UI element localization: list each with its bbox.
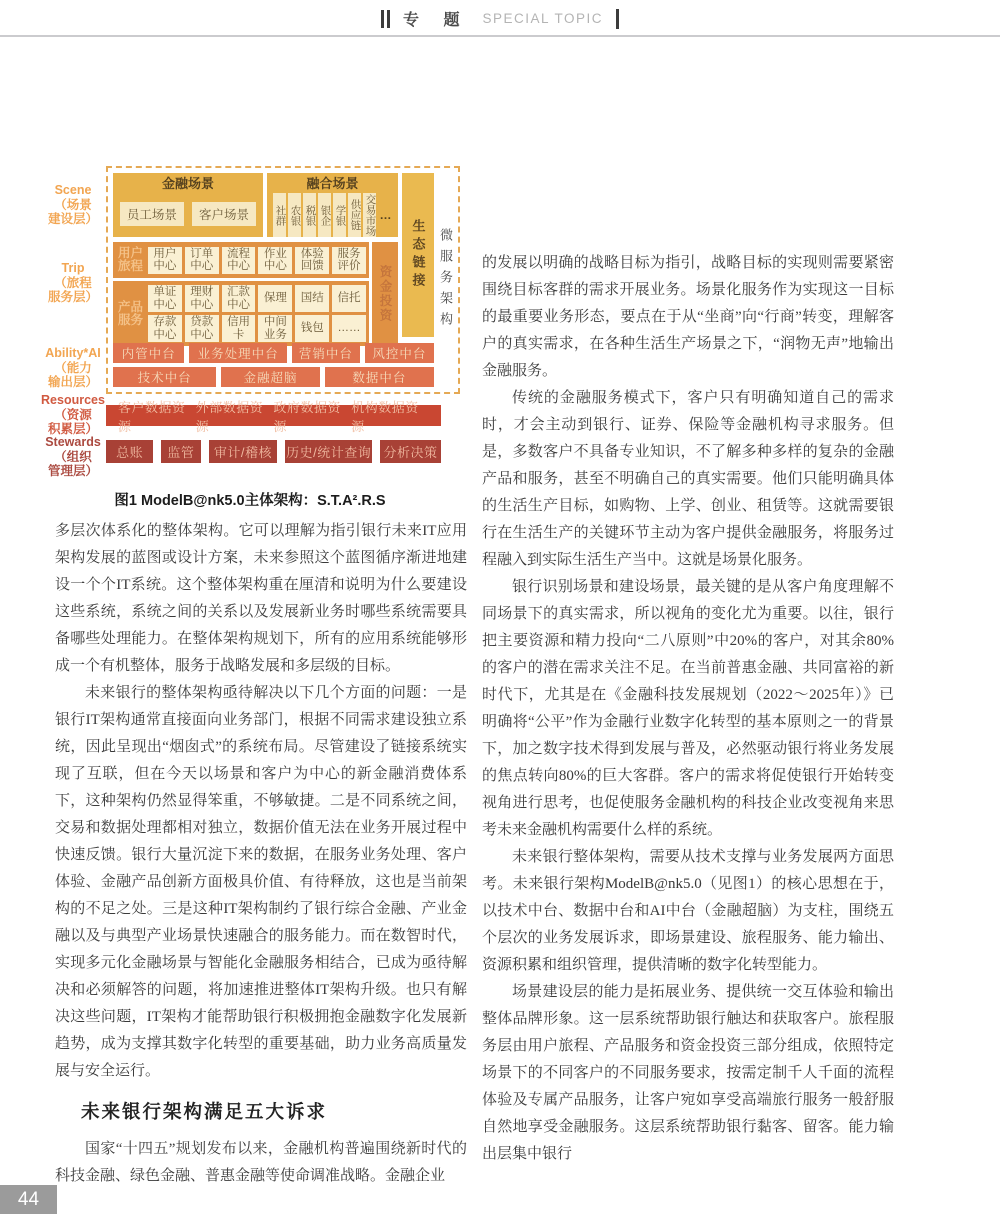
section-title-en: SPECIAL TOPIC	[482, 11, 603, 26]
ability-box: 风控中台	[365, 343, 434, 363]
paragraph: 未来银行的整体架构亟待解决以下几个方面的问题：一是银行IT架构通常直接面向业务部门，根据不同需求建设独立系统，因此呈现出“烟囱式”的系统布局。尽管建设了链接系统实现了互联，但在今天以场景和客户为中心的新金融消费体系下，这种架构仍然显得笨重，不够敏捷。二是不同系统之间，交易和数据处理都相对独立，数据价值无法在业务开展过程中快速反馈。银行大量沉淀下来的数据，在服务业务处理、客户体验、金融产品创新方面极具价值、有待释放，这也是当前架构的不足之处。三是这种IT架构制约了银行综合金融、产业金融以及与典型产业场景快速融合的服务能力。而在数智时代，实现多元化金融场景与智能化金融服务相结合，已成为亟待解决和必须解答的问题，将加速推进整体IT架构升级。也只有解决这些问题，IT架构才能帮助银行积极拥抱金融数字化发展新趋势，成为支撑其数字化转型的重要基础，助力业务高质量发展与安全运行。	[55, 685, 467, 1079]
financial-scene-title: 金融场景	[161, 176, 214, 191]
left-text-column	[55, 518, 467, 1190]
ability-box: 营销中台	[292, 343, 360, 363]
steward-box: 历史/统计查询	[285, 440, 372, 463]
trip-box: 汇款中心	[222, 285, 256, 312]
layer-label-scene: Scene （场景 建设层）	[47, 183, 98, 226]
resource-box: 外部数据资源	[195, 399, 264, 434]
trip-box: 中间业务	[258, 315, 292, 342]
resource-box: 客户数据资源	[118, 399, 186, 434]
fusion-ellipsis: …	[379, 208, 392, 222]
ability-row-1	[113, 343, 434, 363]
architecture-dashed-frame	[106, 166, 460, 394]
trip-layer	[113, 242, 398, 346]
section-title-cn: 专 题	[403, 12, 470, 29]
trip-box: ……	[332, 315, 366, 342]
fusion-scene-title: 融合场景	[306, 176, 359, 191]
trip-box: 理财中心	[185, 285, 219, 312]
paragraph: 场景建设层的能力是拓展业务、提供统一交互体验和输出整体品牌形象。这一层系统帮助银行触达和获取客户。旅程服务层由用户旅程、产品服务和资金投资三部分组成，依照特定场景下的不同客户的不同服务要求，按需定制千人千面的流程体验及专属产品服务，让客户宛如享受高端旅行服务一般舒服自然地享受金融服务。这层系统帮助银行黏客、留客。能力输出层集中银行	[482, 984, 894, 1162]
ability-box: 数据中台	[325, 367, 434, 387]
product-service-rows	[113, 281, 369, 346]
resource-box: 政府数据资源	[273, 399, 342, 434]
section-heading: 未来银行架构满足五大诉求	[81, 1103, 328, 1123]
trip-box: 作业中心	[258, 247, 292, 274]
fusion-box: 社群	[273, 193, 286, 237]
steward-box: 审计/稽核	[209, 440, 278, 463]
fund-investment-bar: 资金投资	[372, 242, 398, 346]
microservice-architecture-label: 微服务架构	[438, 227, 453, 333]
steward-box: 总账	[106, 440, 153, 463]
trip-box: 单证中心	[148, 285, 182, 312]
fusion-box: 交易市场	[364, 194, 377, 236]
trip-box: 贷款中心	[185, 315, 219, 342]
figure-caption: 图1 ModelB@nk5.0主体架构：S.T.A².R.S	[114, 493, 386, 509]
fusion-box: 供应链	[348, 193, 361, 237]
ability-box: 技术中台	[113, 367, 216, 387]
figure-modelbank-architecture	[40, 163, 460, 510]
ecology-link-bar: 生态链接	[402, 173, 434, 337]
resources-layer	[106, 399, 441, 434]
ability-box: 业务处理中台	[189, 343, 287, 363]
paragraph: 银行识别场景和建设场景，最关键的是从客户角度理解不同场景下的真实需求，所以视角的变化尤为重要。以往，银行把主要资源和精力投向“二八原则”中20%的客户，对其余80%的客户的潜在需求关注不足。在当前普惠金融、共同富裕的新时代下，尤其是在《金融科技发展规划（2022～2025年）》已明确将“公平”作为金融行业数字化转型的基本原则之一的背景下，加之数字技术得到发展与普及，必然驱动银行将业务发展的焦点转向80%的巨大客群。客户的需求将促使银行开始转变视角进行思考，也促使服务金融机构的科技企业改变视角来思考未来金融机构需要什么样的系统。	[482, 579, 894, 838]
layer-label-trip: Trip （旅程 服务层）	[47, 261, 98, 304]
right-text-column	[482, 250, 894, 1168]
ability-box: 金融超脑	[221, 367, 320, 387]
paragraph: 多层次体系化的整体架构。它可以理解为指引银行未来IT应用架构发展的蓝图或设计方案，未来参照这个蓝图循序渐进地建设一个个IT系统。这个整体架构重在厘清和说明为什么要建设这些系统，系统之间的关系以及发展新业务时哪些系统需要具备哪些处理能力。在整体架构规划下，所有的应用系统能够形成一个有机整体，服务于战略发展和多层级的目标。	[55, 523, 467, 674]
fusion-scene-section	[267, 173, 398, 237]
trip-box: 信托	[332, 285, 366, 312]
paragraph: 的发展以明确的战略目标为指引，战略目标的实现则需要紧密围绕目标客群的需求开展业务。场景化服务作为实现这一目标的最重要业务形态，要点在于从“坐商”向“行商”转变，理解客户的真实需求，在各种生活生产场景之下，“润物无声”地输出金融服务。	[482, 255, 894, 379]
scene-box: 员工场景	[120, 202, 184, 226]
page-header	[0, 7, 1000, 30]
trip-box: 服务评价	[332, 247, 366, 274]
steward-box: 监管	[161, 440, 200, 463]
ability-row-2	[113, 367, 434, 387]
ability-box: 内管中台	[113, 343, 184, 363]
single-bar-icon	[616, 9, 619, 29]
trip-box: 用户中心	[148, 247, 182, 274]
layer-label-ability: Ability*AI （能力 输出层）	[45, 346, 101, 389]
trip-box: 信用卡	[222, 315, 256, 342]
product-service-label: 产品服务	[117, 299, 143, 327]
paragraph: 未来银行整体架构，需要从技术支撑与业务发展两方面思考。未来银行架构ModelB@nk5.0（见图1）的核心思想在于，以技术中台、数据中台和AI中台（金融超脑）为支柱，围绕五个层次的业务发展诉求，即场景建设、旅程服务、能力输出、资源积累和组织管理，提供清晰的数字化转型能力。	[482, 849, 894, 973]
scene-layer	[113, 173, 398, 237]
user-journey-label: 用户旅程	[117, 246, 143, 273]
figure-layer-labels	[40, 163, 106, 478]
fusion-box: 税银	[303, 193, 316, 237]
layer-label-stewards: Stewards （组织 管理层）	[45, 435, 101, 478]
trip-box: 流程中心	[222, 247, 256, 274]
fusion-box: 银企	[318, 193, 331, 237]
trip-box: 国结	[295, 285, 329, 312]
double-bar-icon	[381, 10, 390, 28]
resource-box: 机构数据资源	[351, 399, 419, 434]
steward-box: 分析决策	[380, 440, 441, 463]
trip-box: 保理	[258, 285, 292, 312]
paragraph: 传统的金融服务模式下，客户只有明确知道自己的需求时，才会主动到银行、证券、保险等金融机构寻求服务。但是，多数客户不具备专业知识，不了解多种多样的复杂的金融产品和服务，甚至不明确自己的真实需要。他们只能明确具体的生活生产目标，如购物、上学、创业、租赁等。这就需要银行在生活生产的关键环节主动为客户提供金融服务，将服务过程融入到实际生活生产当中。这就是场景化服务。	[482, 390, 894, 568]
scene-box: 客户场景	[192, 202, 256, 226]
stewards-layer	[106, 440, 441, 463]
fusion-box: 学银	[333, 193, 346, 237]
financial-scene-section	[113, 173, 263, 237]
trip-box: 订单中心	[185, 247, 219, 274]
figure-diagram	[106, 163, 460, 463]
trip-box: 体验回馈	[295, 247, 329, 274]
layer-label-resources: Resources （资源 积累层）	[41, 393, 105, 436]
fusion-box: 农银	[288, 193, 301, 237]
page-number: 44	[0, 1185, 57, 1214]
paragraph: 国家“十四五”规划发布以来，金融机构普遍围绕新时代的科技金融、绿色金融、普惠金融等使命调准战略。金融企业	[55, 1141, 467, 1184]
trip-box: 钱包	[295, 315, 329, 342]
user-journey-row	[113, 242, 369, 278]
header-rule	[0, 35, 1000, 37]
trip-box: 存款中心	[148, 315, 182, 342]
